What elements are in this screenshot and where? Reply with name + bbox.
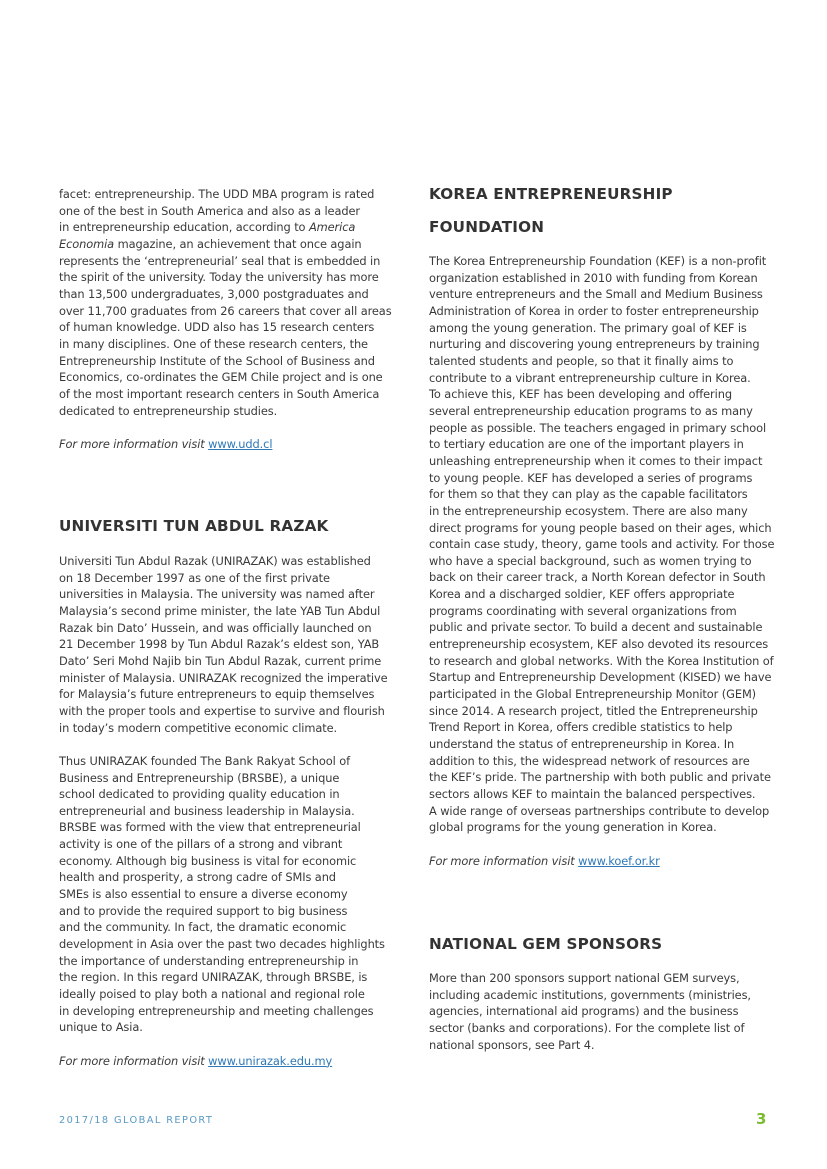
udd-website-link[interactable]: www.udd.cl xyxy=(208,436,273,451)
text-line: Universiti Tun Abdul Razak (UNIRAZAK) was established xyxy=(59,554,371,568)
text-line: and to provide the required support to big business xyxy=(59,903,348,918)
text-line: participated in the Global Entrepreneurship Monitor (GEM) xyxy=(429,687,757,702)
text-line: More than 200 sponsors support national GEM surveys, xyxy=(429,971,740,985)
left-column xyxy=(59,186,392,452)
text-line: health and prosperity, a strong cadre of SMIs and xyxy=(59,870,336,885)
text-line: public and private sector. To build a decent and sustainable xyxy=(429,620,763,635)
text-line: Entrepreneurship Institute of the School of Business and xyxy=(59,353,375,368)
text-line: The Korea Entrepreneurship Foundation (KEF) is a non-profit xyxy=(429,254,767,268)
text-line: venture entrepreneurs and the Small and Medium Business xyxy=(429,287,763,302)
text-line: contribute to a vibrant entrepreneurship culture in Korea. xyxy=(429,370,751,385)
kef-body xyxy=(429,253,774,869)
text-line: 21 December 1998 by Tun Abdul Razak’s eldest son, YAB xyxy=(59,637,380,652)
kef-heading-line-2: FOUNDATION xyxy=(429,218,545,236)
unirazak-visit-line: For more information visit www.unirazak.edu.my xyxy=(59,1053,333,1068)
text-line: in many disciplines. One of these research centers, the xyxy=(59,336,368,351)
text-line: to tertiary education are one of the important players in xyxy=(429,437,744,452)
text-line: Razak bin Dato’ Hussein, and was officially launched on xyxy=(59,620,372,635)
text-line: back on their career track, a North Korean defector in South xyxy=(429,570,766,585)
text-line: A wide range of overseas partnerships contribute to develop xyxy=(429,803,770,818)
text-line: Administration of Korea in order to foster entrepreneurship xyxy=(429,303,759,318)
magazine-name: America xyxy=(308,220,356,235)
text-line: the importance of understanding entrepreneurship in xyxy=(59,953,359,968)
text-line: represents the ‘entrepreneurial’ seal that is embedded in xyxy=(59,253,381,268)
text-line: entrepreneurship ecosystem, KEF also devoted its resources xyxy=(429,637,769,652)
text-line: people as possible. The teachers engaged in primary school xyxy=(429,420,767,435)
text-line: Trend Report in Korea, offers credible statistics to help xyxy=(429,720,733,735)
unirazak-paragraph-2 xyxy=(59,753,389,1036)
text-line: development in Asia over the past two decades highlights xyxy=(59,937,385,952)
text-line: unique to Asia. xyxy=(59,1020,143,1035)
text-line: ideally poised to play both a national and regional role xyxy=(59,987,365,1002)
sponsors-section xyxy=(429,935,662,953)
text-line: organization established in 2010 with funding from Korean xyxy=(429,270,758,285)
text-line: Dato’ Seri Mohd Najib bin Tun Abdul Razak, current prime xyxy=(59,653,382,668)
text-line: facet: entrepreneurship. The UDD MBA program is rated xyxy=(59,187,375,201)
text-line: talented students and people, so that it finally aims to xyxy=(429,353,734,368)
text-line: SMEs is also essential to ensure a diverse economy xyxy=(59,887,348,902)
kef-visit-line: For more information visit www.koef.or.kr xyxy=(429,853,660,868)
text-line: universities in Malaysia. The university was named after xyxy=(59,587,375,602)
magazine-name: Economia xyxy=(59,236,115,251)
text-line: Malaysia’s second prime minister, the late YAB Tun Abdul xyxy=(59,603,381,618)
text-line: Economia magazine, an achievement that once again xyxy=(59,236,362,251)
text-line: global programs for the young generation in Korea. xyxy=(429,820,717,835)
text-line: Thus UNIRAZAK founded The Bank Rakyat School of xyxy=(59,753,350,768)
text-line: agencies, international aid programs) and the business xyxy=(429,1004,739,1019)
text-line: who have a special background, such as women trying to xyxy=(429,553,752,568)
text-line: nurturing and discovering young entrepreneurs by training xyxy=(429,337,760,352)
text-line: contain case study, theory, game tools and activity. For those xyxy=(429,537,775,552)
unirazak-body xyxy=(59,553,389,1069)
text-line: school dedicated to providing quality education in xyxy=(59,787,340,802)
text-line: with the proper tools and expertise to survive and flourish xyxy=(59,703,385,718)
text-line: activity is one of the pillars of a strong and vibrant xyxy=(59,837,343,852)
unirazak-section xyxy=(59,517,329,535)
text-line: Korea and a discharged soldier, KEF offers appropriate xyxy=(429,587,735,602)
kef-website-link[interactable]: www.koef.or.kr xyxy=(578,853,660,868)
text-line: than 13,500 undergraduates, 3,000 postgraduates and xyxy=(59,286,369,301)
udd-paragraph xyxy=(59,186,392,419)
unirazak-paragraph-1 xyxy=(59,553,389,736)
text-line: one of the best in South America and also as a leader xyxy=(59,203,360,218)
text-line: entrepreneurial and business leadership in Malaysia. xyxy=(59,803,355,818)
text-line: Business and Entrepreneurship (BRSBE), a unique xyxy=(59,770,340,785)
text-line: in developing entrepreneurship and meeting challenges xyxy=(59,1003,374,1018)
text-line: including academic institutions, governments (ministries, xyxy=(429,987,751,1002)
text-line: of the most important research centers in South America xyxy=(59,386,380,401)
sponsors-heading: NATIONAL GEM SPONSORS xyxy=(429,935,663,953)
text-line: Startup and Entrepreneurship Development (KISED) we have xyxy=(429,670,772,685)
text-line: the spirit of the university. Today the university has more xyxy=(59,270,379,285)
text-line: BRSBE was formed with the view that entrepreneurial xyxy=(59,820,361,835)
text-line: in today’s modern competitive economic climate. xyxy=(59,720,338,735)
text-line: sector (banks and corporations). For the complete list of xyxy=(429,1020,745,1035)
udd-visit-line: For more information visit www.udd.cl xyxy=(59,436,273,451)
text-line: direct programs for young people based on their ages, which xyxy=(429,520,772,535)
text-line: dedicated to entrepreneurship studies. xyxy=(59,403,278,418)
text-line: and the community. In fact, the dramatic economic xyxy=(59,920,347,935)
kef-heading-line-1: KOREA ENTREPRENEURSHIP xyxy=(429,185,673,203)
text-line: on 18 December 1997 as one of the first private xyxy=(59,570,330,585)
kef-section xyxy=(429,185,673,251)
text-line: sectors allows KEF to maintain the balanced perspectives. xyxy=(429,787,756,801)
sponsors-body xyxy=(429,970,774,1053)
report-label: 2017/18 GLOBAL REPORT xyxy=(59,1115,214,1126)
text-line: To achieve this, KEF has been developing and offering xyxy=(429,387,732,402)
text-line: since 2014. A research project, titled the Entrepreneurship xyxy=(429,703,758,718)
text-line: for Malaysia’s future entrepreneurs to equip themselves xyxy=(59,687,375,702)
text-line: over 11,700 graduates from 26 careers that cover all areas xyxy=(59,303,392,318)
text-line: several entrepreneurship education programs to as many xyxy=(429,403,753,418)
text-line: economy. Although big business is vital for economic xyxy=(59,853,357,868)
text-line: to research and global networks. With the Korea Institution of xyxy=(429,653,774,668)
text-line: the KEF’s pride. The partnership with both public and private xyxy=(429,770,771,785)
text-line: for them so that they can play as the capable facilitators xyxy=(429,487,748,502)
text-line: Economics, co-ordinates the GEM Chile project and is one xyxy=(59,370,383,385)
page-number: 3 xyxy=(756,1110,767,1128)
unirazak-heading: UNIVERSITI TUN ABDUL RAZAK xyxy=(59,517,329,535)
text-line: unleashing entrepreneurship when it comes to their impact xyxy=(429,453,763,468)
text-line: to young people. KEF has developed a series of programs xyxy=(429,470,753,485)
text-line: among the young generation. The primary goal of KEF is xyxy=(429,320,747,335)
kef-paragraph xyxy=(429,253,774,836)
text-line: addition to this, the widespread network of resources are xyxy=(429,753,750,768)
text-line: national sponsors, see Part 4. xyxy=(429,1037,595,1052)
text-line: in the entrepreneurship ecosystem. There are also many xyxy=(429,503,748,518)
text-line: minister of Malaysia. UNIRAZAK recognized the imperative xyxy=(59,670,388,685)
text-line: understand the status of entrepreneurship in Korea. In xyxy=(429,737,735,752)
text-line: the region. In this regard UNIRAZAK, through BRSBE, is xyxy=(59,970,368,985)
text-line: programs coordinating with several organizations from xyxy=(429,603,737,618)
unirazak-website-link[interactable]: www.unirazak.edu.my xyxy=(208,1053,333,1068)
text-line: of human knowledge. UDD also has 15 research centers xyxy=(59,320,375,335)
text-line: in entrepreneurship education, according to America xyxy=(59,220,356,235)
